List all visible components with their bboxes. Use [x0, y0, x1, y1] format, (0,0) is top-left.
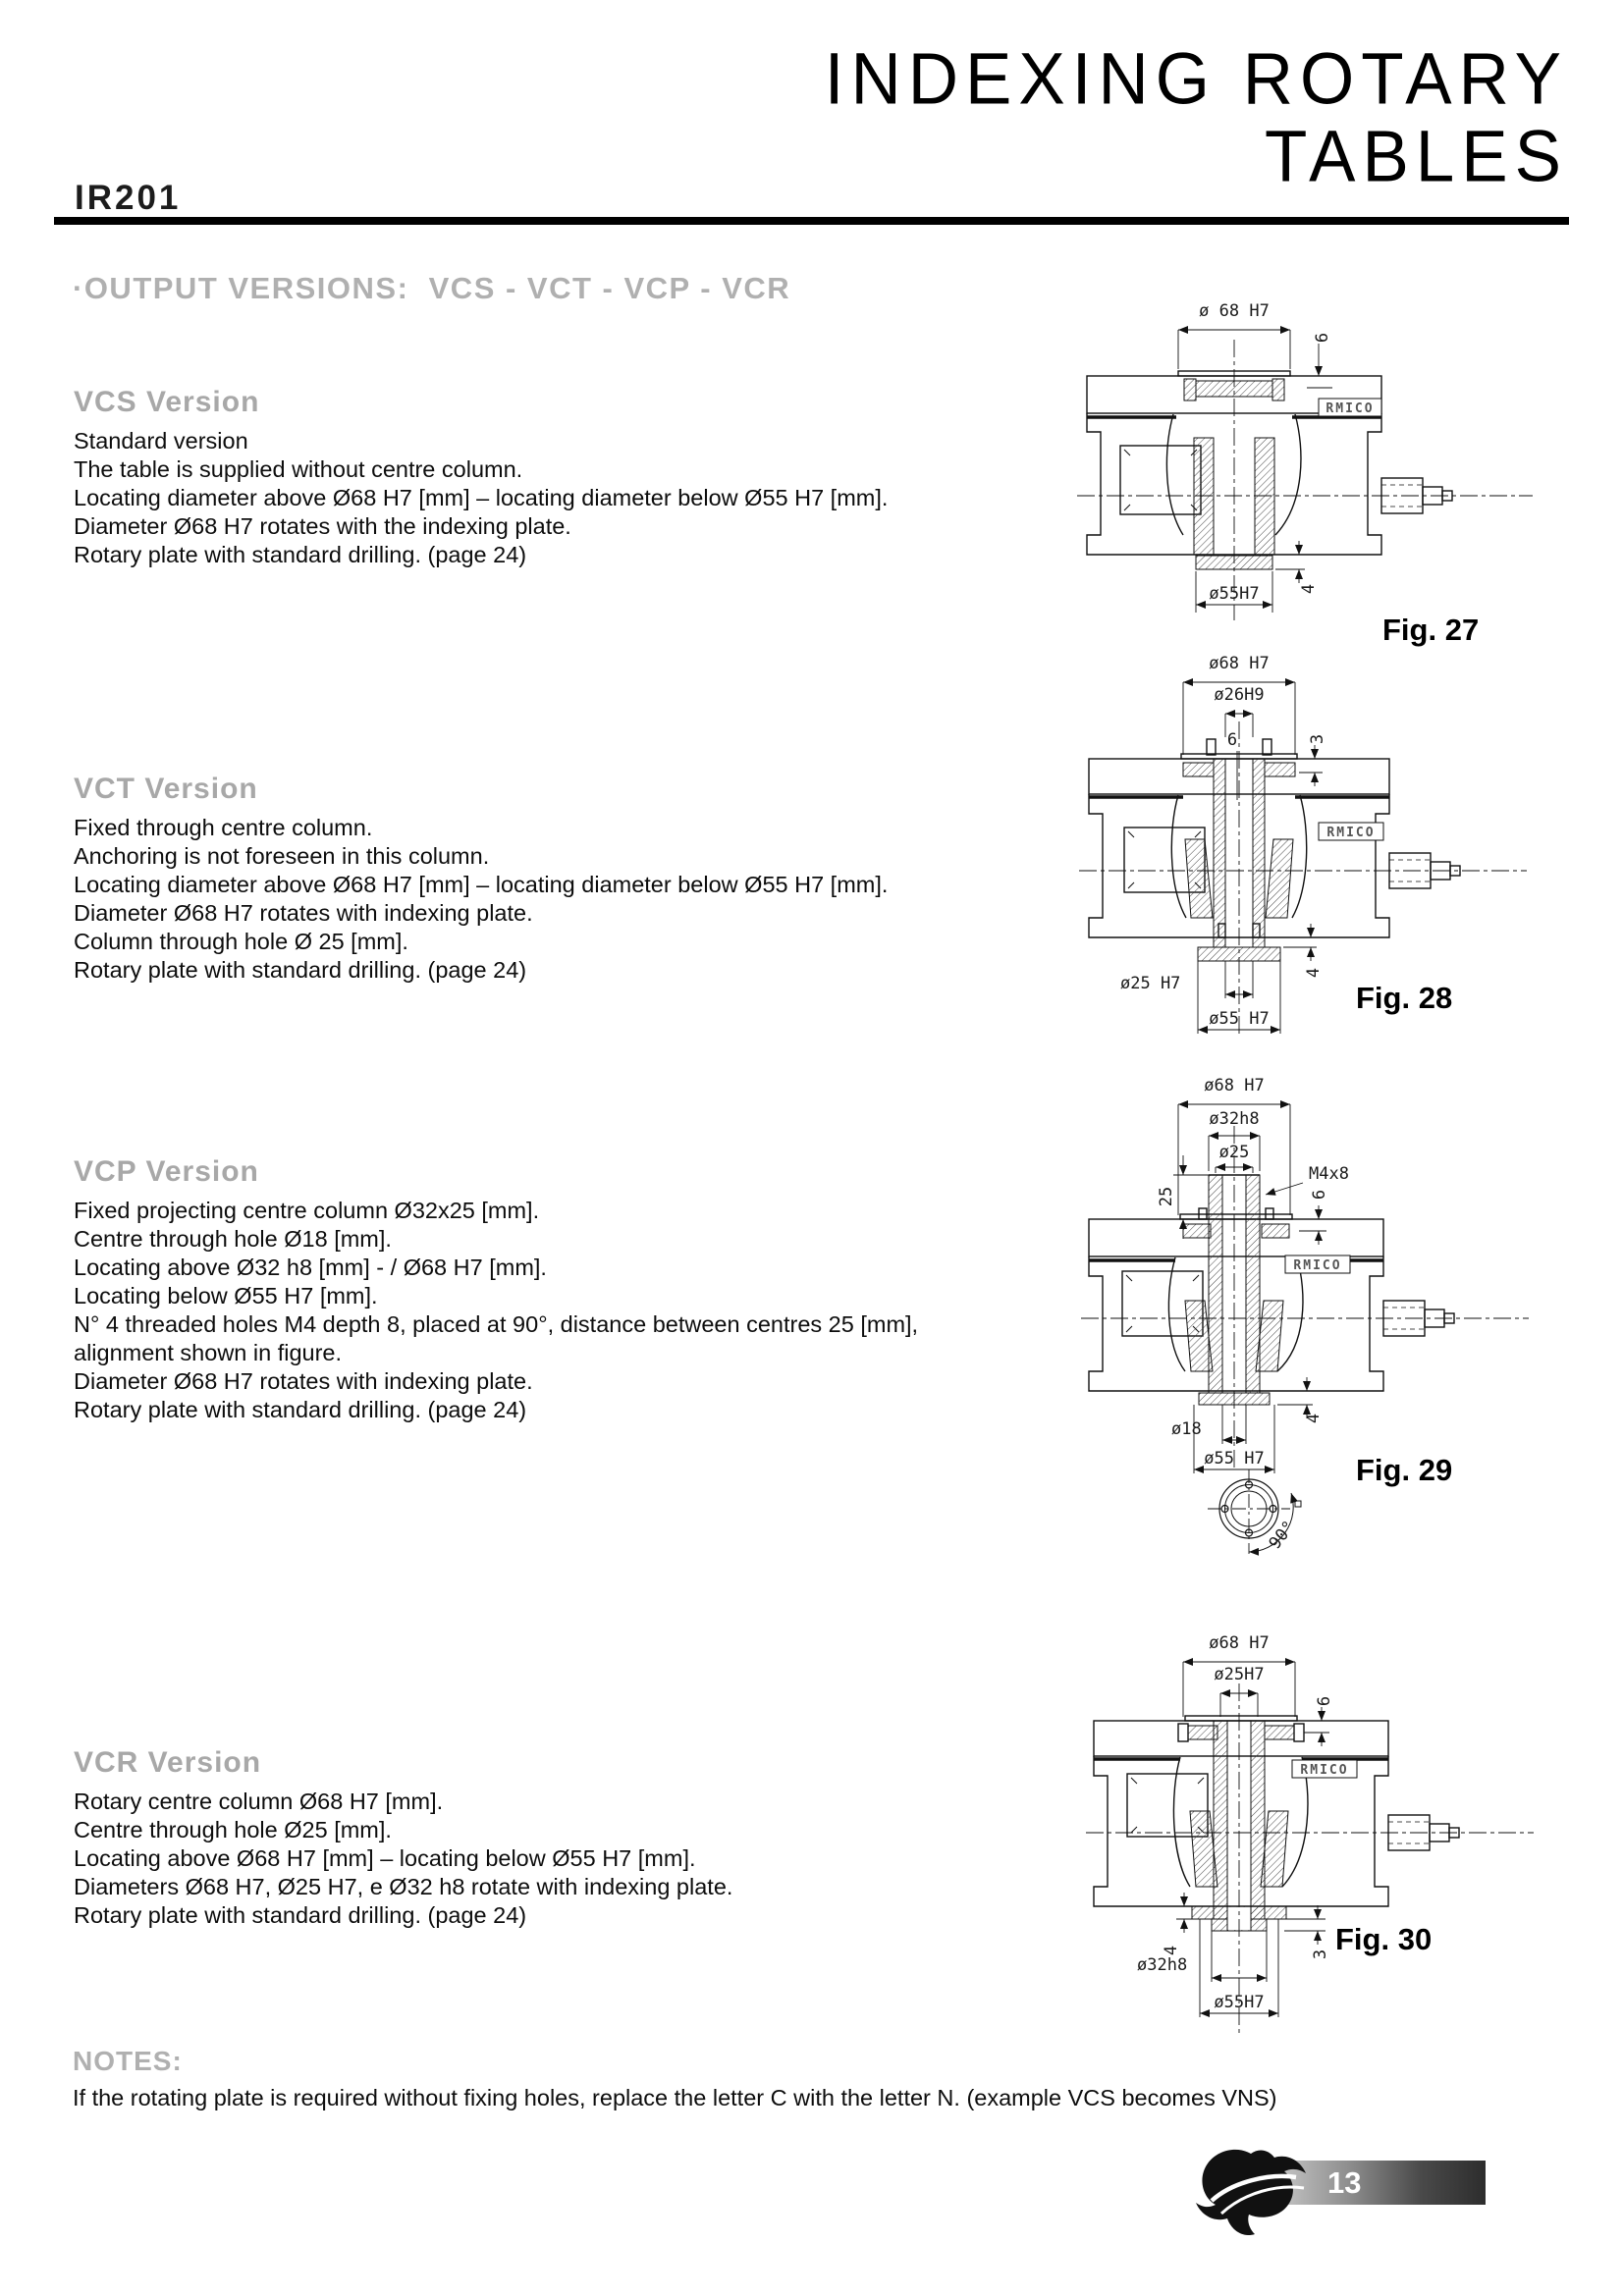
dim-label-25: 25: [1157, 1186, 1176, 1207]
spec-line: N° 4 threaded holes M4 depth 8, placed at 90°, distance between centres 25 [mm],: [74, 1311, 919, 1337]
version-section-vct: [74, 773, 1046, 985]
notes-text: If the rotating plate is required without fixing holes, replace the letter C with the letter N. (example VCS becomes VNS): [73, 2085, 1277, 2110]
spec-line: Rotary centre column Ø68 H7 [mm].: [74, 1789, 444, 1814]
dim-label-4: 4: [1304, 967, 1324, 979]
header-rule: [54, 217, 1569, 225]
publisher-logo-icon: [1192, 2144, 1314, 2238]
spec-line: Standard version: [74, 428, 248, 454]
dim-label-d26: ø26H9: [1214, 685, 1265, 705]
dim-label-d55: ø55H7: [1209, 584, 1260, 604]
dim-label-d32: ø32h8: [1137, 1955, 1188, 1975]
spec-line: Rotary plate with standard drilling. (page 24): [74, 1902, 527, 1928]
spec-line: Diameters Ø68 H7, Ø25 H7, e Ø32 h8 rotate with indexing plate.: [74, 1874, 733, 1899]
dim-label-d32: ø32h8: [1209, 1109, 1260, 1129]
dim-label-4: 4: [1162, 1945, 1181, 1956]
spec-line: Locating above Ø68 H7 [mm] – locating below Ø55 H7 [mm].: [74, 1845, 696, 1871]
dim-label-d68: ø 68 H7: [1199, 301, 1270, 321]
dim-label-d68: ø68 H7: [1209, 1633, 1270, 1653]
dim-label-d55: ø55 H7: [1209, 1009, 1270, 1029]
spec-line: Diameter Ø68 H7 rotates with the indexing plate.: [74, 513, 571, 539]
spec-line: Locating above Ø32 h8 [mm] - / Ø68 H7 [mm].: [74, 1255, 547, 1280]
dim-label-6: 6: [1315, 1695, 1334, 1707]
brand-plate-label: RMICO: [1326, 826, 1376, 840]
version-section-vcr: [74, 1746, 1046, 1930]
page-title-line1: INDEXING ROTARY: [824, 38, 1568, 121]
spec-line: alignment shown in figure.: [74, 1340, 343, 1365]
dim-label-d68: ø68 H7: [1209, 654, 1270, 673]
dim-label-4: 4: [1304, 1413, 1324, 1424]
version-section-vcp: [74, 1155, 1046, 1424]
spec-line: Rotary plate with standard drilling. (page 24): [74, 957, 527, 983]
figure-30-caption: Fig. 30: [1335, 1922, 1433, 1956]
dim-label-d25: ø25 H7: [1120, 974, 1181, 993]
spec-line: Locating below Ø55 H7 [mm].: [74, 1283, 378, 1308]
dim-label-6: 6: [1310, 1189, 1329, 1201]
figure-28-caption: Fig. 28: [1356, 981, 1453, 1015]
version-heading: VCT Version: [74, 773, 258, 805]
dim-label-d25: ø25: [1218, 1143, 1250, 1162]
figure-27-drawing: [1075, 283, 1537, 626]
figure-29-drawing: [1077, 1065, 1539, 1556]
dim-label-d55: ø55 H7: [1204, 1449, 1265, 1468]
page-title: [824, 38, 1568, 198]
dim-label-3: 3: [1311, 1949, 1330, 1960]
dim-label-m4x8: M4x8: [1309, 1164, 1349, 1184]
spec-line: Locating diameter above Ø68 H7 [mm] – locating diameter below Ø55 H7 [mm].: [74, 485, 889, 510]
page-title-line2: TABLES: [1264, 116, 1568, 198]
brand-plate-label: RMICO: [1325, 401, 1375, 416]
window-corner-ticks: [1124, 450, 1197, 510]
spec-line: Rotary plate with standard drilling. (page 24): [74, 542, 527, 567]
model-code: IR201: [75, 179, 182, 217]
spec-line: Centre through hole Ø25 [mm].: [74, 1817, 392, 1842]
version-heading: VCR Version: [74, 1746, 262, 1779]
spec-line: The table is supplied without centre column.: [74, 456, 523, 482]
spec-line: Locating diameter above Ø68 H7 [mm] – locating diameter below Ø55 H7 [mm].: [74, 872, 889, 897]
dim-label-6: 6: [1226, 730, 1238, 750]
spec-line: Fixed through centre column.: [74, 815, 373, 840]
dim-label-90deg: 90°: [1265, 1517, 1300, 1554]
bottom-view-detail: [1208, 1469, 1301, 1554]
spec-line: Column through hole Ø 25 [mm].: [74, 929, 408, 954]
figure-30-drawing: [1082, 1625, 1543, 2056]
notes-heading: NOTES:: [73, 2046, 183, 2076]
dim-label-6: 6: [1313, 332, 1332, 344]
dim-label-d68: ø68 H7: [1204, 1076, 1265, 1095]
spec-line: Diameter Ø68 H7 rotates with indexing plate.: [74, 1368, 533, 1394]
spec-line: Diameter Ø68 H7 rotates with indexing plate.: [74, 900, 533, 926]
figure-28-drawing: [1075, 643, 1537, 1041]
dim-label-3: 3: [1308, 733, 1327, 745]
version-heading: VCP Version: [74, 1155, 259, 1188]
brand-plate-label: RMICO: [1293, 1258, 1342, 1273]
version-section-vcs: [74, 386, 1046, 569]
dim-label-d25: ø25H7: [1214, 1665, 1265, 1684]
section-title: ·OUTPUT VERSIONS: VCS - VCT - VCP - VCR: [73, 271, 791, 305]
dim-label-d55: ø55H7: [1214, 1993, 1265, 2012]
dim-label-4: 4: [1299, 583, 1319, 595]
spec-line: Rotary plate with standard drilling. (page 24): [74, 1397, 527, 1422]
brand-plate-label: RMICO: [1300, 1763, 1349, 1778]
spec-line: Fixed projecting centre column Ø32x25 [mm].: [74, 1198, 540, 1223]
version-heading: VCS Version: [74, 386, 260, 418]
figure-29-caption: Fig. 29: [1356, 1453, 1453, 1487]
page-number: 13: [1327, 2165, 1362, 2200]
spec-line: Centre through hole Ø18 [mm].: [74, 1226, 392, 1252]
spec-line: Anchoring is not foreseen in this column.: [74, 843, 490, 869]
hatched-sections: [1188, 1721, 1294, 1931]
figure-27-caption: Fig. 27: [1382, 613, 1480, 647]
dim-label-d18: ø18: [1171, 1419, 1202, 1439]
